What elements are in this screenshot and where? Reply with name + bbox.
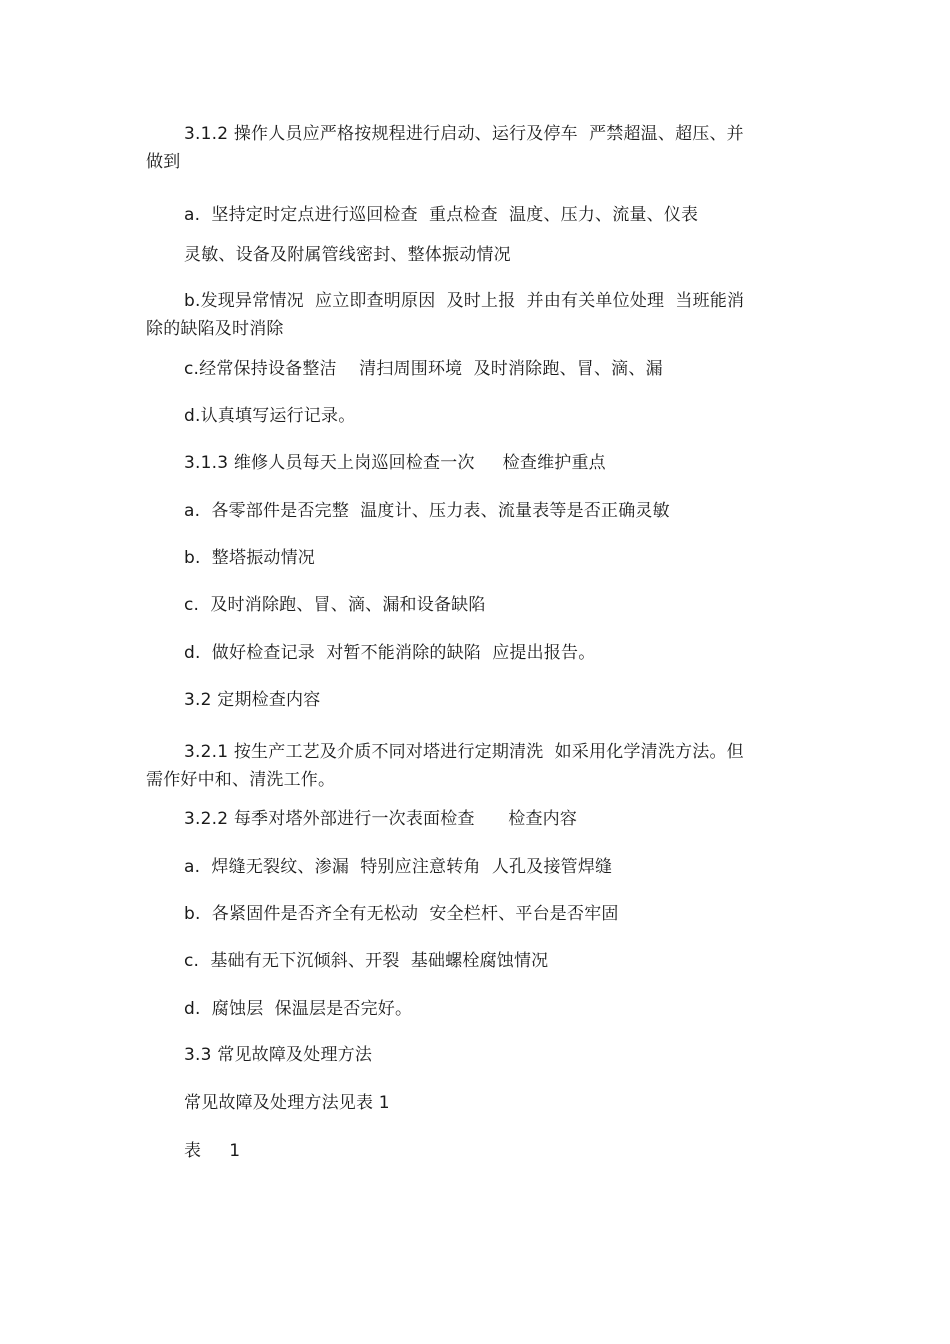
para-3-1-2-line-2: 做到 xyxy=(146,152,181,172)
para-3-2-1-line-1: 3.2.1 按生产工艺及介质不同对塔进行定期清洗 如采用化学清洗方法。但 xyxy=(184,742,744,762)
item-a-line-1: a. 坚持定时定点进行巡回检查 重点检查 温度、压力、流量、仪表 xyxy=(184,205,699,225)
item-c: c.经常保持设备整洁 清扫周围环境 及时消除跑、冒、滴、漏 xyxy=(184,359,663,379)
para-3-1-2-line-1: 3.1.2 操作人员应严格按规程进行启动、运行及停车 严禁超温、超压、并 xyxy=(184,124,744,144)
para-3-2-1-line-2: 需作好中和、清洗工作。 xyxy=(146,770,336,790)
heading-3-1-3: 3.1.3 维修人员每天上岗巡回检查一次 检查维护重点 xyxy=(184,453,606,473)
heading-3-2-2: 3.2.2 每季对塔外部进行一次表面检查 检查内容 xyxy=(184,809,578,829)
item-b-line-2: 除的缺陷及时消除 xyxy=(146,319,284,339)
item-b-line-1: b.发现异常情况 应立即查明原因 及时上报 并由有关单位处理 当班能消 xyxy=(184,291,745,311)
heading-3-2: 3.2 定期检查内容 xyxy=(184,690,321,710)
item-3-1-3-b: b. 整塔振动情况 xyxy=(184,548,316,568)
item-a-line-2: 灵敏、设备及附属管线密封、整体振动情况 xyxy=(184,245,511,265)
item-3-2-2-b: b. 各紧固件是否齐全有无松动 安全栏杆、平台是否牢固 xyxy=(184,904,619,924)
item-3-1-3-d: d. 做好检查记录 对暂不能消除的缺陷 应提出报告。 xyxy=(184,643,596,663)
item-3-2-2-c: c. 基础有无下沉倾斜、开裂 基础螺栓腐蚀情况 xyxy=(184,951,549,971)
item-3-2-2-d: d. 腐蚀层 保温层是否完好。 xyxy=(184,999,413,1019)
item-3-2-2-a: a. 焊缝无裂纹、渗漏 特别应注意转角 人孔及接管焊缝 xyxy=(184,857,613,877)
item-3-1-3-c: c. 及时消除跑、冒、滴、漏和设备缺陷 xyxy=(184,595,486,615)
heading-3-3: 3.3 常见故障及处理方法 xyxy=(184,1045,373,1065)
item-3-1-3-a: a. 各零部件是否完整 温度计、压力表、流量表等是否正确灵敏 xyxy=(184,501,670,521)
item-d: d.认真填写运行记录。 xyxy=(184,406,356,426)
table-reference-text: 常见故障及处理方法见表 1 xyxy=(184,1093,390,1113)
table-caption: 表 1 xyxy=(184,1141,241,1161)
